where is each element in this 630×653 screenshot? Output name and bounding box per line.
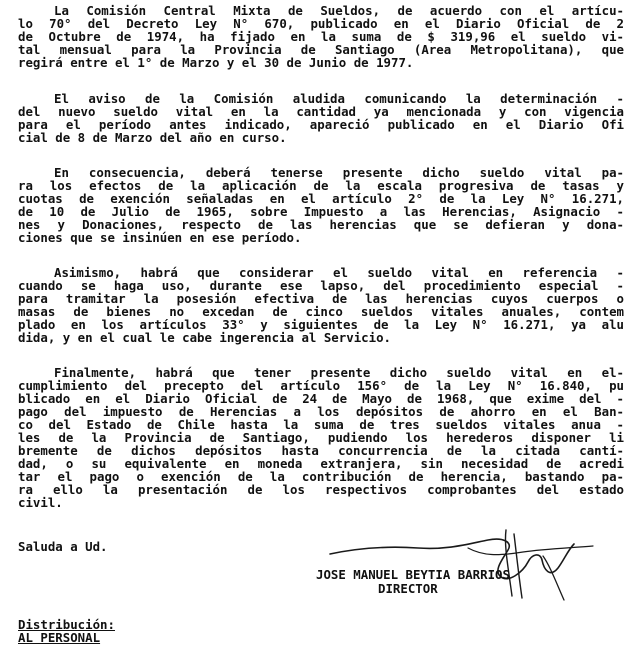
paragraph-line: Finalmente, habrá que tener presente dicho sueldo vital en el- [54,365,624,380]
signatory-name: JOSE MANUEL BEYTIA BARRIOS [316,567,510,582]
paragraph-line: Asimismo, habrá que considerar el sueldo vital en referencia - [54,265,624,280]
paragraph-line: del nuevo sueldo vital en la cantidad ya mencionada y con vigencia [18,104,624,119]
paragraph-line: cuotas de exención señaladas en el artículo 2° de la Ley N° 16.271, [18,191,624,206]
paragraph-line: dida, y en el cual le cabe ingerencia al Servicio. [18,330,391,345]
paragraph-line: El aviso de la Comisión aludida comunicando la determinación - [54,91,624,106]
handwritten-signature [318,526,618,606]
paragraph-line: pago del impuesto de Herencias a los depósitos de ahorro en el Ban- [18,404,624,419]
paragraph-line: bremente de dichos depósitos hasta concurrencia de la citada cantí- [18,443,624,458]
paragraph-line: para el período antes indicado, apareció publicado en el Diario Ofi [18,117,624,132]
paragraph-line: La Comisión Central Mixta de Sueldos, de acuerdo con el artícu- [54,3,624,18]
paragraph-line: blicado en el Diario Oficial de 24 de Mayo de 1968, que exime del - [18,391,624,406]
paragraph-line: civil. [18,495,63,510]
paragraph-line: para tramitar la posesión efectiva de las herencias cuyos cuerpos o [18,291,624,306]
paragraph-line: nes y Donaciones, respecto de las herencias que se defieran y dona- [18,217,624,232]
paragraph-line: dad, o su equivalente en moneda extranjera, sin necesidad de acredi [18,456,624,471]
paragraph-line: ciones que se insinúen en ese período. [18,230,302,245]
paragraph-line: les de la Provincia de Santiago, pudiendo los herederos disponer li [18,430,624,445]
signatory-title: DIRECTOR [378,581,438,596]
paragraph-line: regirá entre el 1° de Marzo y el 30 de Junio de 1977. [18,55,414,70]
paragraph-line: tal mensual para la Provincia de Santiago (Area Metropolitana), que [18,42,624,57]
paragraph-line: de 10 de Julio de 1965, sobre Impuesto a las Herencias, Asignacio - [18,204,624,219]
paragraph-line: cial de 8 de Marzo del año en curso. [18,130,287,145]
distribution-item: AL PERSONAL [18,630,101,645]
closing-salutation: Saluda a Ud. [18,539,108,554]
paragraph-line: plado en los artículos 33° y siguientes de la Ley N° 16.271, ya alu [18,317,624,332]
paragraph-line: En consecuencia, deberá tenerse presente dicho sueldo vital pa- [54,165,624,180]
paragraph-line: ra ello la presentación de los respectivos comprobantes del estado [18,482,624,497]
paragraph-line: ra los efectos de la aplicación de la escala progresiva de tasas y [18,178,624,193]
paragraph-line: cumplimiento del precepto del artículo 156° de la Ley N° 16.840, pu [18,378,624,393]
distribution-heading: Distribución: [18,617,115,632]
paragraph-line: cuando se haga uso, durante ese lapso, del procedimiento especial - [18,278,624,293]
paragraph-line: tar el pago o exención de la contribución de herencia, bastando pa- [18,469,624,484]
paragraph-line: de Octubre de 1974, ha fijado en la suma de $ 319,96 el sueldo vi- [18,29,624,44]
paragraph-line: masas de bienes no excedan de cinco sueldos vitales anuales, contem [18,304,624,319]
paragraph-line: co del Estado de Chile hasta la suma de tres sueldos vitales anua - [18,417,624,432]
paragraph-line: lo 70° del Decreto Ley N° 670, publicado en el Diario Oficial de 2 [18,16,624,31]
